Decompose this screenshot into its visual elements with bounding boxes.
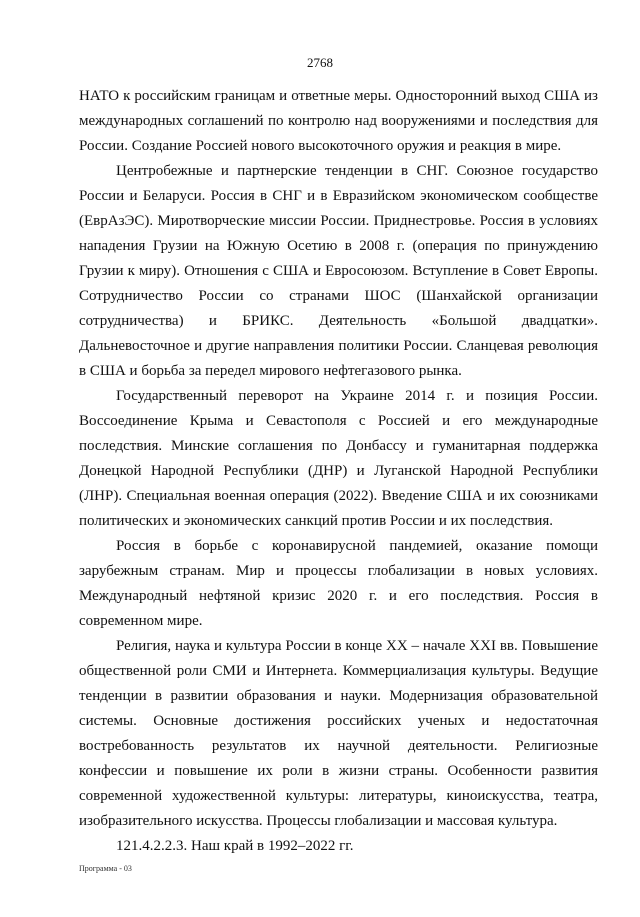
paragraph-ukraine-2014: Государственный переворот на Украине 2014 г. и позиция России. Воссоединение Крыма и Севастополя с Россией и его международные последствия. Минские соглашения по Донбассу и гуманитарная поддержка Донецкой Народной Республики (ДНР) и Луганской Народной Республики (ЛНР). Специальная военная операция (2022). Введение США и их союзниками политических и экономических санкций против России и их последствия. [79, 388, 598, 529]
paragraph-cis: Центробежные и партнерские тенденции в СНГ. Союзное государство России и Беларуси. Россия в СНГ и в Евразийском экономическом сообществе (ЕврАзЭС). Миротворческие миссии России. Приднестровье. Россия в условиях нападения Грузии на Южную Осетию в 2008 г. (операция по принуждению Грузии к миру). Отношения с США и Евросоюзом. Вступление в Совет Европы. Сотрудничество России со странами ШОС (Шанхайской организации сотрудничества) и БРИКС. Деятельность «Большой двадцатки». Дальневосточное и другие направления политики России. Сланцевая революция в США и борьба за передел мирового нефтегазового рынка. [79, 163, 598, 379]
paragraph-nato: НАТО к российским границам и ответные меры. Односторонний выход США из международных соглашений по контролю над вооружениями и последствия для России. Создание Россией нового высокоточного оружия и реакция в мире. [79, 88, 598, 154]
paragraph-pandemic: Россия в борьбе с коронавирусной пандемией, оказание помощи зарубежным странам. Мир и процессы глобализации в новых условиях. Международный нефтяной кризис 2020 г. и его последствия. Россия в современном мире. [79, 538, 598, 629]
document-body [79, 84, 598, 859]
paragraph-culture: Религия, наука и культура России в конце XX – начале XXI вв. Повышение общественной роли СМИ и Интернета. Коммерциализация культуры. Ведущие тенденции в развитии образования и науки. Модернизация образовательной системы. Основные достижения российских ученых и недостаточная востребованность результатов их научной деятельности. Религиозные конфессии и повышение их роли в жизни страны. Особенности развития современной художественной культуры: литературы, киноискусства, театра, изобразительного искусства. Процессы глобализации и массовая культура. [79, 638, 598, 829]
footer-label: Программа - 03 [79, 864, 132, 873]
page-number: 2768 [307, 55, 333, 70]
section-heading-native-land: 121.4.2.2.3. Наш край в 1992–2022 гг. [116, 838, 354, 854]
